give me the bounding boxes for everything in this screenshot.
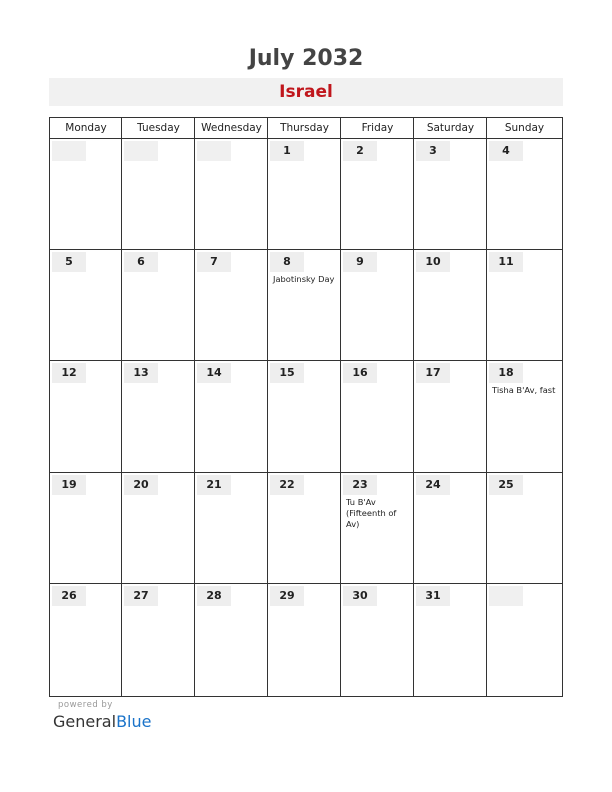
day-number: 13 — [124, 363, 158, 383]
day-number: 25 — [489, 475, 523, 495]
holiday-label: Tu B'Av (Fifteenth of Av) — [346, 497, 397, 529]
day-cell — [414, 250, 487, 361]
day-cell — [268, 250, 341, 361]
day-number: 17 — [416, 363, 450, 383]
weekday-header: Sunday — [504, 122, 545, 134]
day-number: 7 — [197, 252, 231, 272]
day-number: 27 — [124, 586, 158, 606]
weekday-header: Thursday — [280, 122, 329, 134]
day-cell — [341, 250, 414, 361]
day-cell — [341, 139, 414, 250]
day-cell — [195, 361, 268, 473]
day-number: 11 — [489, 252, 523, 272]
day-number: 1 — [270, 141, 304, 161]
day-cell — [50, 361, 122, 473]
day-number: 6 — [124, 252, 158, 272]
weekday-header: Saturday — [426, 122, 475, 134]
day-cell — [268, 473, 341, 584]
country-name: Israel — [279, 82, 333, 102]
day-number: 5 — [52, 252, 86, 272]
day-number: 2 — [343, 141, 377, 161]
day-number: 4 — [489, 141, 523, 161]
weekday-header: Wednesday — [201, 122, 262, 134]
day-cell — [341, 361, 414, 473]
holiday-label: Jabotinsky Day — [273, 274, 335, 284]
day-cell — [50, 584, 122, 696]
day-number: 19 — [52, 475, 86, 495]
day-cell — [50, 473, 122, 584]
day-cell — [341, 473, 414, 584]
day-number: 24 — [416, 475, 450, 495]
page-title: July 2032 — [248, 46, 364, 71]
day-number: 23 — [343, 475, 377, 495]
day-cell — [487, 250, 562, 361]
weekday-header: Friday — [361, 122, 394, 134]
day-number: 30 — [343, 586, 377, 606]
day-cell — [414, 139, 487, 250]
day-number: 28 — [197, 586, 231, 606]
day-cell — [195, 584, 268, 696]
day-cell — [195, 250, 268, 361]
day-cell — [122, 250, 195, 361]
day-number — [197, 141, 231, 161]
day-cell — [487, 139, 562, 250]
day-cell — [414, 584, 487, 696]
holiday-label: Tisha B'Av, fast — [492, 385, 556, 395]
day-number: 8 — [270, 252, 304, 272]
day-cell — [50, 139, 122, 250]
day-cell — [122, 473, 195, 584]
day-number — [124, 141, 158, 161]
day-number: 10 — [416, 252, 450, 272]
day-cell — [341, 584, 414, 696]
weekday-header: Tuesday — [137, 122, 180, 134]
powered-by-text: powered by — [58, 700, 113, 710]
day-cell — [122, 361, 195, 473]
day-cell — [268, 584, 341, 696]
day-number: 15 — [270, 363, 304, 383]
day-number: 21 — [197, 475, 231, 495]
day-cell — [195, 139, 268, 250]
day-number: 26 — [52, 586, 86, 606]
day-cell — [487, 361, 562, 473]
day-cell — [414, 473, 487, 584]
day-number: 3 — [416, 141, 450, 161]
day-number — [52, 141, 86, 161]
brand-general: General — [53, 712, 117, 731]
day-number: 9 — [343, 252, 377, 272]
day-number: 14 — [197, 363, 231, 383]
day-number: 18 — [489, 363, 523, 383]
day-cell — [122, 584, 195, 696]
day-number: 22 — [270, 475, 304, 495]
day-cell — [122, 139, 195, 250]
day-number: 12 — [52, 363, 86, 383]
calendar-grid — [49, 117, 563, 697]
day-cell — [268, 361, 341, 473]
country-banner — [49, 78, 563, 106]
day-number: 20 — [124, 475, 158, 495]
day-cell — [487, 473, 562, 584]
weekday-header: Monday — [65, 122, 107, 134]
day-number: 16 — [343, 363, 377, 383]
brand-blue: Blue — [116, 712, 152, 731]
day-cell — [414, 361, 487, 473]
day-cell — [195, 473, 268, 584]
day-cell — [50, 250, 122, 361]
day-cell — [487, 584, 562, 696]
day-cell — [268, 139, 341, 250]
day-number: 29 — [270, 586, 304, 606]
day-number — [489, 586, 523, 606]
day-number: 31 — [416, 586, 450, 606]
generalblue-logo[interactable] — [53, 712, 151, 731]
